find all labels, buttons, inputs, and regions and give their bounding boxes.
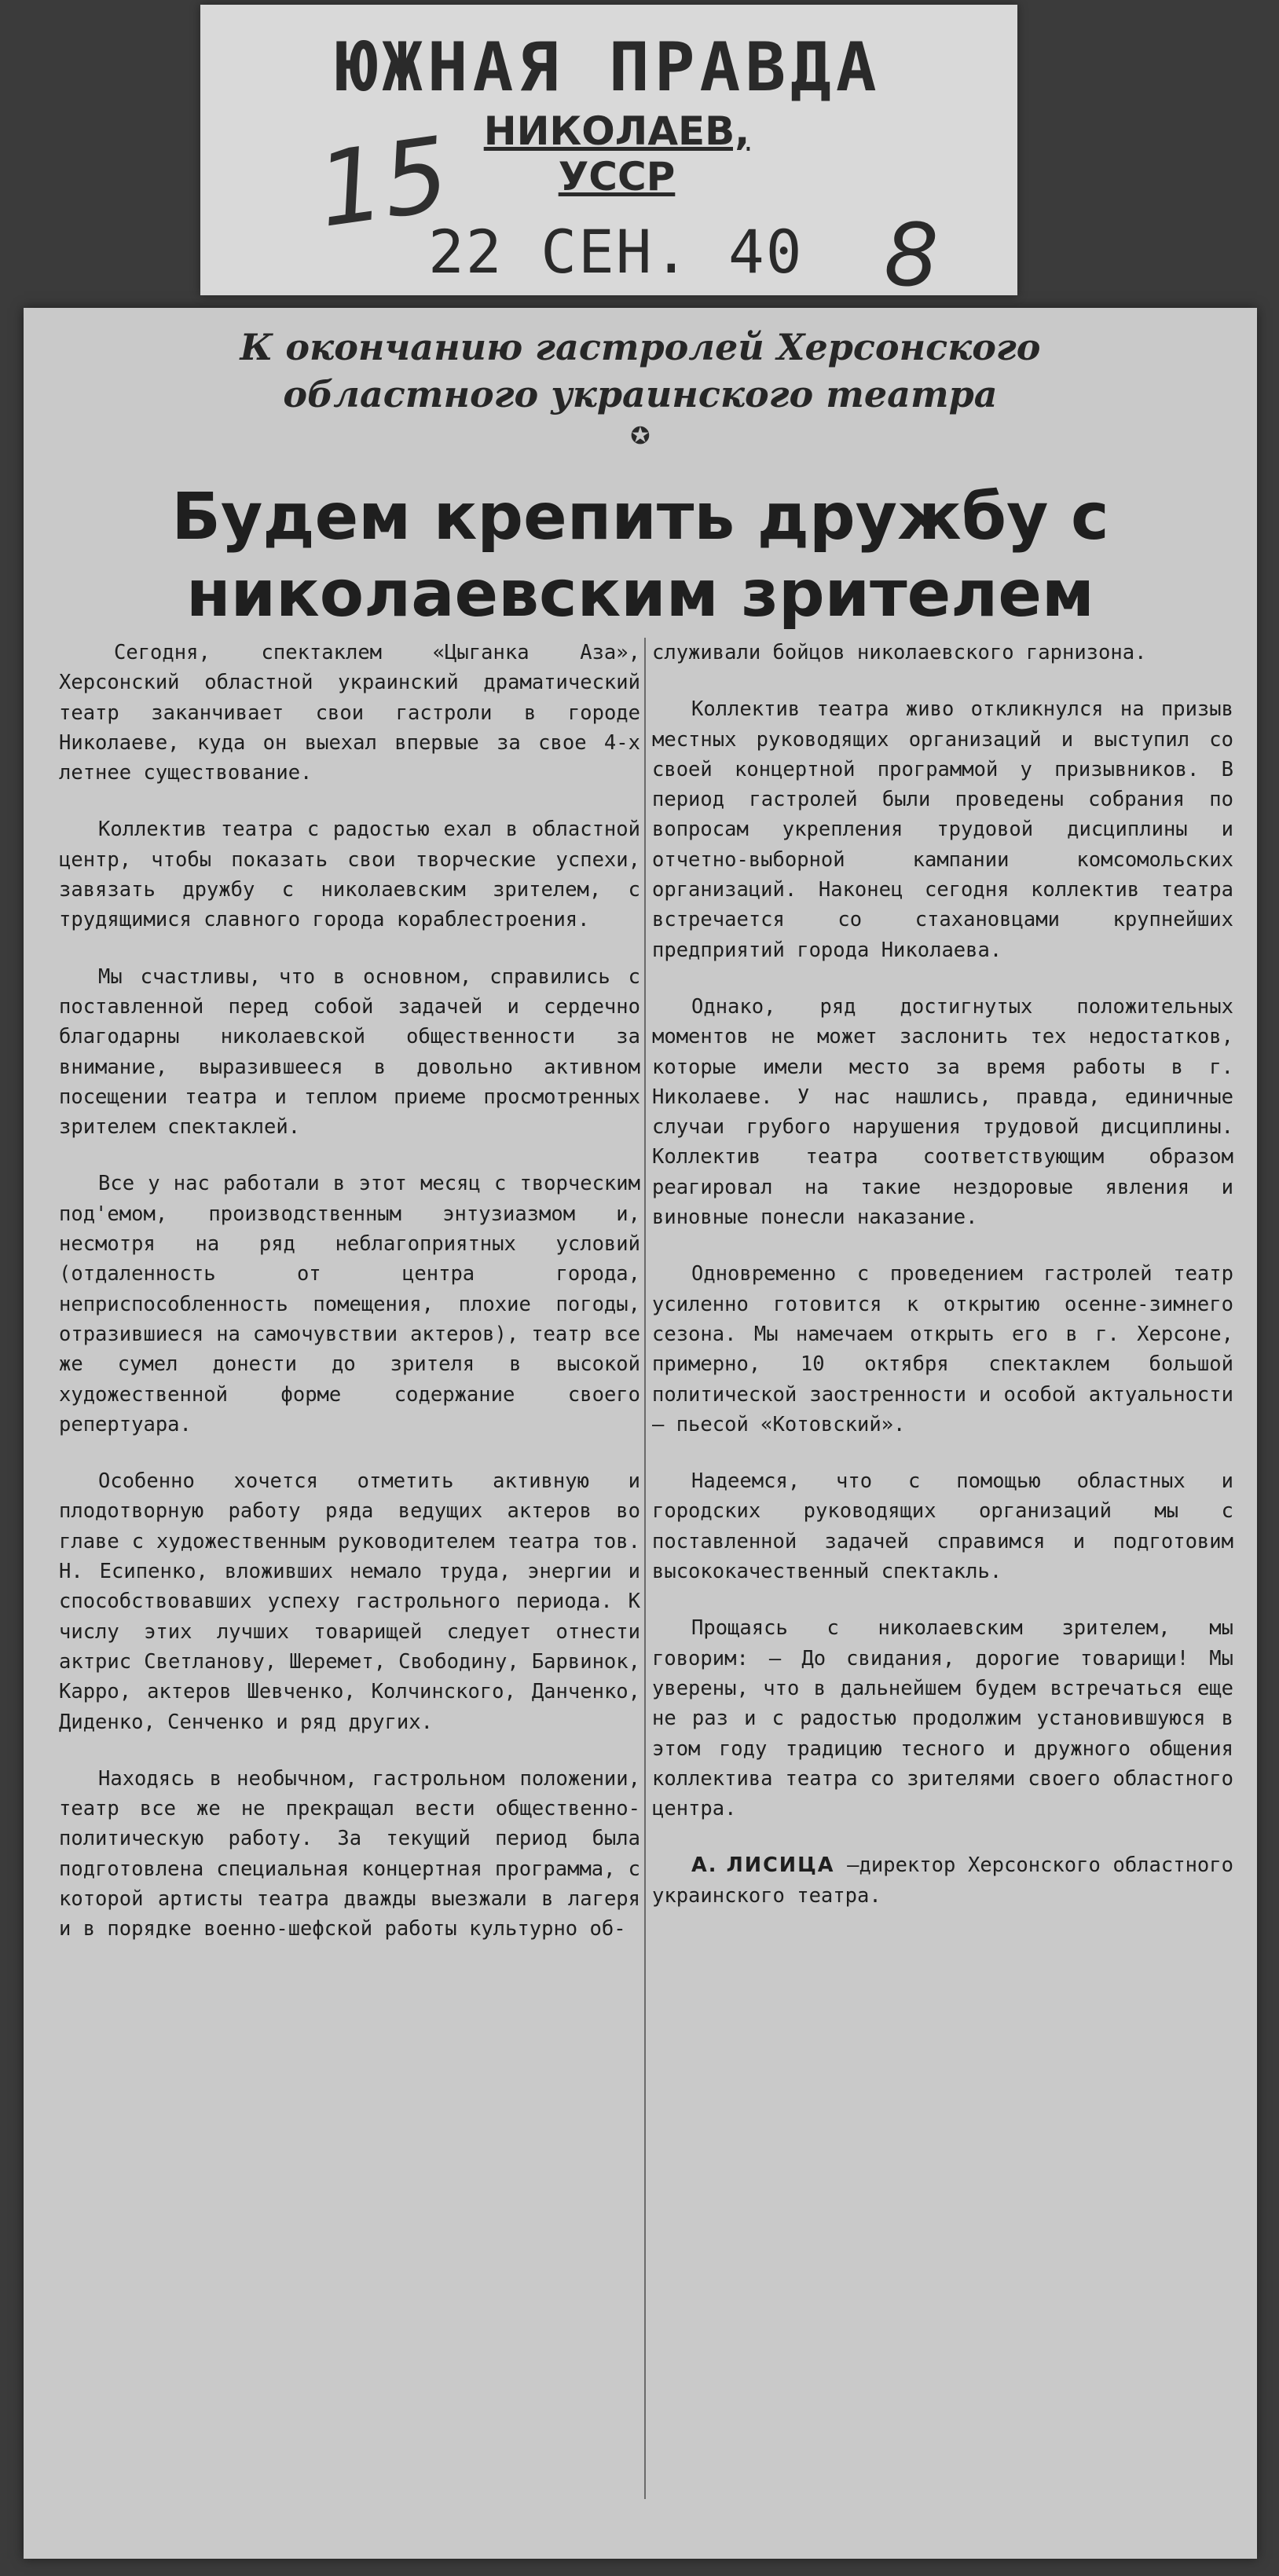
handwritten-number: 15 xyxy=(310,114,456,251)
paragraph: Надеемся, что с помощью областных и городских руководящих организаций мы с поставленной задачей справимся и подготовим высококачественный спектакль. xyxy=(652,1469,1233,1584)
paragraph: Прощаясь с николаевским зрителем, мы говорим: — До свидания, дорогие товарищи! Мы уверены, что в дальнейшем будем встречаться еще не раз и с радостью продолжим установившуюся в этом году традицию тесного и дружного общения коллектива театра со зрителями своего областного центра. xyxy=(652,1616,1233,1821)
left-column xyxy=(59,638,640,2546)
newspaper-clipping xyxy=(24,308,1257,2559)
paragraph: Находясь в необычном, гастрольном положении, театр все же не прекращал вести общественно-политическую работу. За текущий период была подготовлена специальная концертная программа, с которой артисты театра дважды выезжали в лагеря и в порядке военно-шефской работы культурно об- xyxy=(59,1766,640,1941)
article-signature xyxy=(652,1850,1233,1911)
paragraph: Коллектив театра живо откликнулся на призыв местных руководящих организаций и выступил со своей концертной программой у призывников. В период гастролей были проведены собрания по вопросам укрепления трудовой дисциплины и отчетно-выборной кампании комсомольских организаций. Наконец сегодня коллектив театра встречается со стахановцами крупнейших предприятий города Николаева. xyxy=(652,697,1233,962)
star-icon: ✪ xyxy=(630,423,650,450)
library-stamp xyxy=(200,5,1017,306)
paragraph: Однако, ряд достигнутых положительных моментов не может заслонить тех недостатков, которые имели место за время работы в г. Николаеве. У нас нашлись, правда, единичные случаи грубого нарушения трудовой дисциплины. Коллектив театра соответствующим образом реагировал на такие нездоровые явления и виновные понесли наказание. xyxy=(652,994,1233,1230)
author-title: —директор Херсонского областного украинского театра. xyxy=(652,1853,1233,1908)
article-headline: Будем крепить дружбу с николаевским зрителем xyxy=(171,480,1109,631)
paragraph: Особенно хочется отметить активную и плодотворную работу ряда ведущих актеров во главе с художественным руководителем театра тов. Н. Есипенко, вложивших немало труда, энергии и способствовавших успеху гастрольного периода. К числу этих лучших товарищей следует отнести актрис Светланову, Шеремет, Свободину, Барвинок, Карро, актеров Шевченко, Колчинского, Данченко, Диденко, Сенченко и ряд других. xyxy=(59,1469,640,1734)
newspaper-name: ЮЖНАЯ ПРАВДА xyxy=(336,28,881,107)
author-name: А. ЛИСИЦА xyxy=(691,1853,835,1878)
paragraph: Все у нас работали в этот месяц с творческим под'емом, производственным энтузиазмом и, несмотря на ряд неблагоприятных условий (отдаленность от центра города, неприспособленность помещения, плохие погоды, отразившиеся на самочувствии актеров), театр все же сумел донести до зрителя в высокой художественной форме содержание своего репертуара. xyxy=(59,1172,640,1436)
paragraph: Коллектив театра с радостью ехал в областной центр, чтобы показать свои творческие успехи, завязать дружбу с николаевским зрителем, с трудящимися славного города кораблестроения. xyxy=(59,818,640,932)
paragraph: Одновременно с проведением гастролей театр усиленно готовится к открытию осенне-зимнего сезона. Мы намечаем открыть его в г. Херсоне, примерно, 10 октября спектаклем большой политической заостренности и особой актуальности — пьесой «Котовский». xyxy=(652,1262,1233,1436)
column-divider xyxy=(644,638,646,2499)
page-number: 8 xyxy=(884,205,939,306)
newspaper-city: НИКОЛАЕВ, УССР xyxy=(483,108,750,199)
paragraph: Мы счастливы, что в основном, справились с поставленной перед собой задачей и сердечно благодарны николаевской общественности за внимание, выразившееся в довольно активном посещении театра и теплом приеме просмотренных зрителем спектаклей. xyxy=(59,964,640,1140)
issue-date: 22 СЕН. 40 xyxy=(428,217,804,287)
paragraph-continuation: служивали бойцов николаевского гарнизона. xyxy=(652,641,1147,664)
paragraph: Сегодня, спектаклем «Цыганка Аза», Херсонский областной украинский драматический театр заканчивает свои гастроли в городе Николаеве, куда он выехал впервые за свое 4-х летнее существование. xyxy=(59,641,640,785)
right-column xyxy=(652,638,1233,2546)
article-kicker: К окончанию гастролей Херсонского областного украинского театра xyxy=(240,326,1041,415)
